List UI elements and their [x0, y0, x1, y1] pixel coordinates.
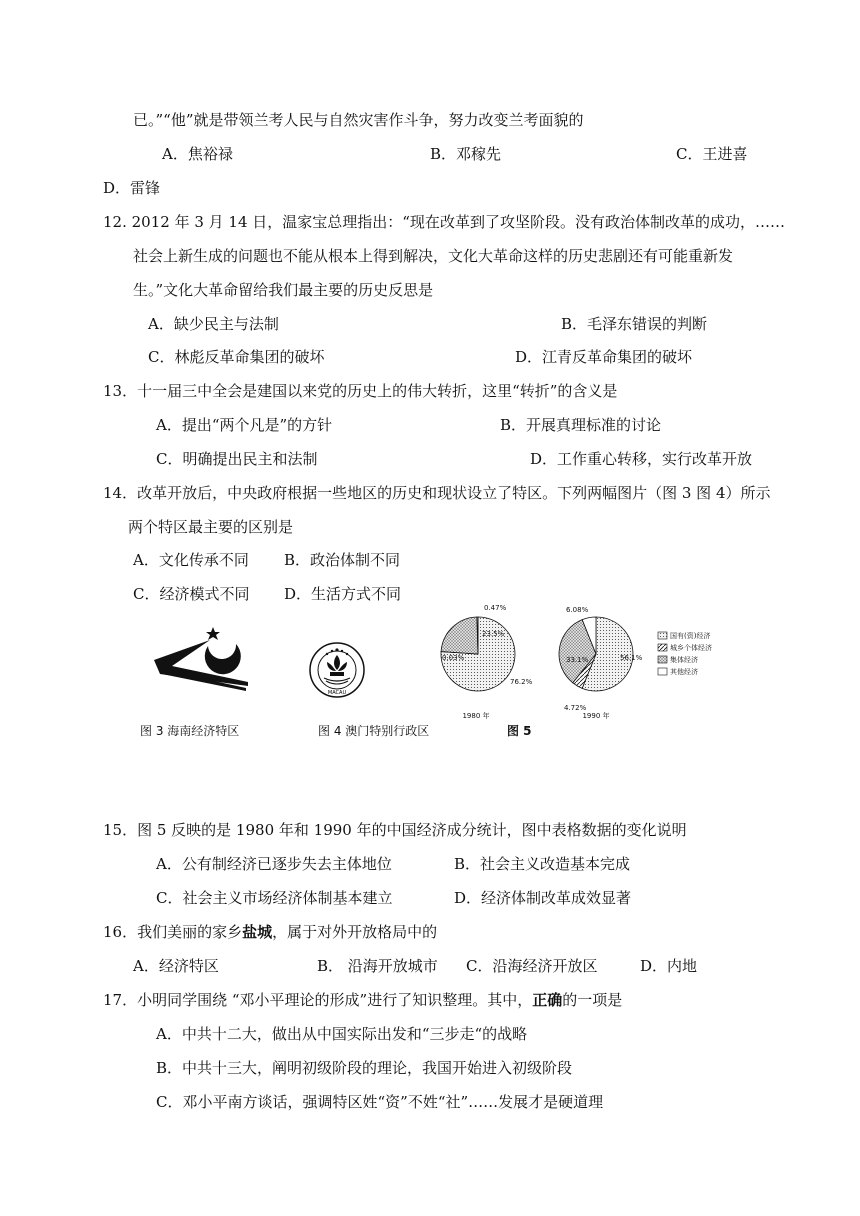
q16-option-b[interactable]: B． 沿海开放城市 [317, 957, 438, 975]
q15-option-d[interactable]: D．经济体制改革成效显著 [454, 889, 632, 907]
q16-text-bold: 盐城 [242, 923, 273, 941]
pie-0-label-3: 0.47% [484, 604, 507, 612]
crescent-moon-icon [205, 644, 241, 674]
pie-0-label-1: 0.03% [442, 654, 465, 662]
q16-option-c[interactable]: C．沿海经济开放区 [466, 957, 598, 975]
lotus-petal-icon [334, 655, 340, 670]
q16-text-post: ，属于对外开放格局中的 [272, 923, 438, 941]
economy-pie-charts [440, 602, 718, 720]
q12-option-d[interactable]: D．江青反革命集团的破坏 [515, 348, 693, 366]
q14-text-line2: 两个特区最主要的区别是 [128, 518, 294, 536]
q12-option-b[interactable]: B．毛泽东错误的判断 [561, 315, 708, 333]
fig4-caption: 图 4 澳门特别行政区 [318, 724, 430, 738]
q17-text-bold: 正确 [532, 991, 563, 1009]
q11-option-a[interactable]: A．焦裕禄 [162, 145, 233, 163]
q14-option-d[interactable]: D．生活方式不同 [284, 585, 402, 603]
pie-1-label-3: 6.08% [566, 606, 589, 614]
q17-option-a[interactable]: A．中共十二大，做出从中国实际出发和“三步走“的战略 [156, 1025, 528, 1043]
q15-option-a[interactable]: A．公有制经济已逐步失去主体地位 [156, 855, 392, 873]
legend-label-0: 国有(资)经济 [670, 632, 711, 640]
q16-text [103, 922, 437, 942]
q12-option-a[interactable]: A．缺少民主与法制 [148, 315, 279, 333]
q15-option-b[interactable]: B．社会主义改造基本完成 [454, 855, 631, 873]
pie-0-year-label: 1980 年 [462, 712, 490, 720]
legend-label-2: 集体经济 [670, 656, 698, 664]
q11-option-c[interactable]: C．王进喜 [676, 145, 748, 163]
legend-swatch-2 [658, 656, 667, 663]
q16-option-a[interactable]: A．经济特区 [133, 957, 219, 975]
q13-option-c[interactable]: C．明确提出民主和法制 [156, 450, 318, 468]
pie-0-label-0: 76.2% [510, 678, 533, 686]
q13-option-b[interactable]: B．开展真理标准的讨论 [500, 416, 662, 434]
legend-label-3: 其他经济 [670, 668, 698, 676]
pie-1-label-0: 56.1% [620, 654, 643, 662]
legend-swatch-1 [658, 644, 667, 651]
q11-option-d[interactable]: D．雷锋 [103, 179, 161, 197]
q15-option-c[interactable]: C．社会主义市场经济体制基本建立 [156, 889, 393, 907]
legend-label-1: 城乡个体经济 [670, 644, 712, 652]
pie-0-slice-2 [441, 617, 478, 654]
fig5-caption: 图 5 [507, 724, 532, 738]
pie-1-year-label: 1990 年 [582, 712, 610, 720]
q12-text-line2: 社会上新生成的问题也不能从根本上得到解决，文化大革命这样的历史悲剧还有可能重新发 [133, 247, 734, 265]
q12-option-c[interactable]: C．林彪反革命集团的破坏 [148, 348, 325, 366]
q16-option-d[interactable]: D．内地 [640, 957, 698, 975]
q12-text-line3: 生。”文化大革命留给我们最主要的历史反思是 [133, 281, 434, 299]
q17-text-pre: 17．小明同学围绕 “邓小平理论的形成”进行了知识整理。其中， [103, 991, 533, 1009]
q14-option-c[interactable]: C．经济模式不同 [133, 585, 250, 603]
q16-text-pre: 16．我们美丽的家乡 [103, 923, 243, 941]
star-icon [206, 627, 220, 640]
q15-text: 15．图 5 反映的是 1980 年和 1990 年的中国经济成分统计，图中表格数据的变化说明 [103, 821, 687, 839]
macao-emblem-text: MACAU [327, 690, 347, 696]
q13-option-a[interactable]: A．提出“两个凡是”的方针 [156, 416, 333, 434]
q14-option-b[interactable]: B．政治体制不同 [284, 551, 401, 569]
macao-emblem-image [308, 640, 366, 700]
q17-option-b[interactable]: B．中共十三大，阐明初级阶段的理论，我国开始进入初级阶段 [156, 1059, 573, 1077]
legend-swatch-3 [658, 668, 667, 675]
fig3-caption: 图 3 海南经济特区 [140, 724, 240, 738]
q11-option-b[interactable]: B．邓稼先 [430, 145, 502, 163]
q17-option-c[interactable]: C．邓小平南方谈话，强调特区姓“资”不姓“社”……发展才是硬道理 [156, 1093, 604, 1111]
legend-swatch-0 [658, 632, 667, 639]
q17-text [103, 990, 622, 1010]
pie-0-label-2: 23.5% [482, 630, 505, 638]
pie-1-label-2: 33.1% [566, 656, 589, 664]
q13-option-d[interactable]: D．工作重心转移，实行改革开放 [530, 450, 753, 468]
q14-text-line1: 14．改革开放后，中央政府根据一些地区的历史和现状设立了特区。下列两幅图片（图 3 图 4）所示 [103, 484, 771, 502]
q11-text: 已。”“他”就是带领兰考人民与自然灾害作斗争，努力改变兰考面貌的 [133, 111, 584, 129]
q14-option-a[interactable]: A．文化传承不同 [133, 551, 249, 569]
pie-1-label-1: 4.72% [564, 704, 587, 712]
hainan-sez-logo-image [150, 622, 252, 694]
q17-text-post: 的一项是 [562, 991, 623, 1009]
q13-text: 13．十一届三中全会是建国以来党的历史上的伟大转折，这里“转折”的含义是 [103, 382, 618, 400]
q12-text-line1: 12. 2012 年 3 月 14 日，温家宝总理指出：“现在改革到了攻坚阶段。没有政治体制改革的成功，…… [103, 213, 785, 231]
